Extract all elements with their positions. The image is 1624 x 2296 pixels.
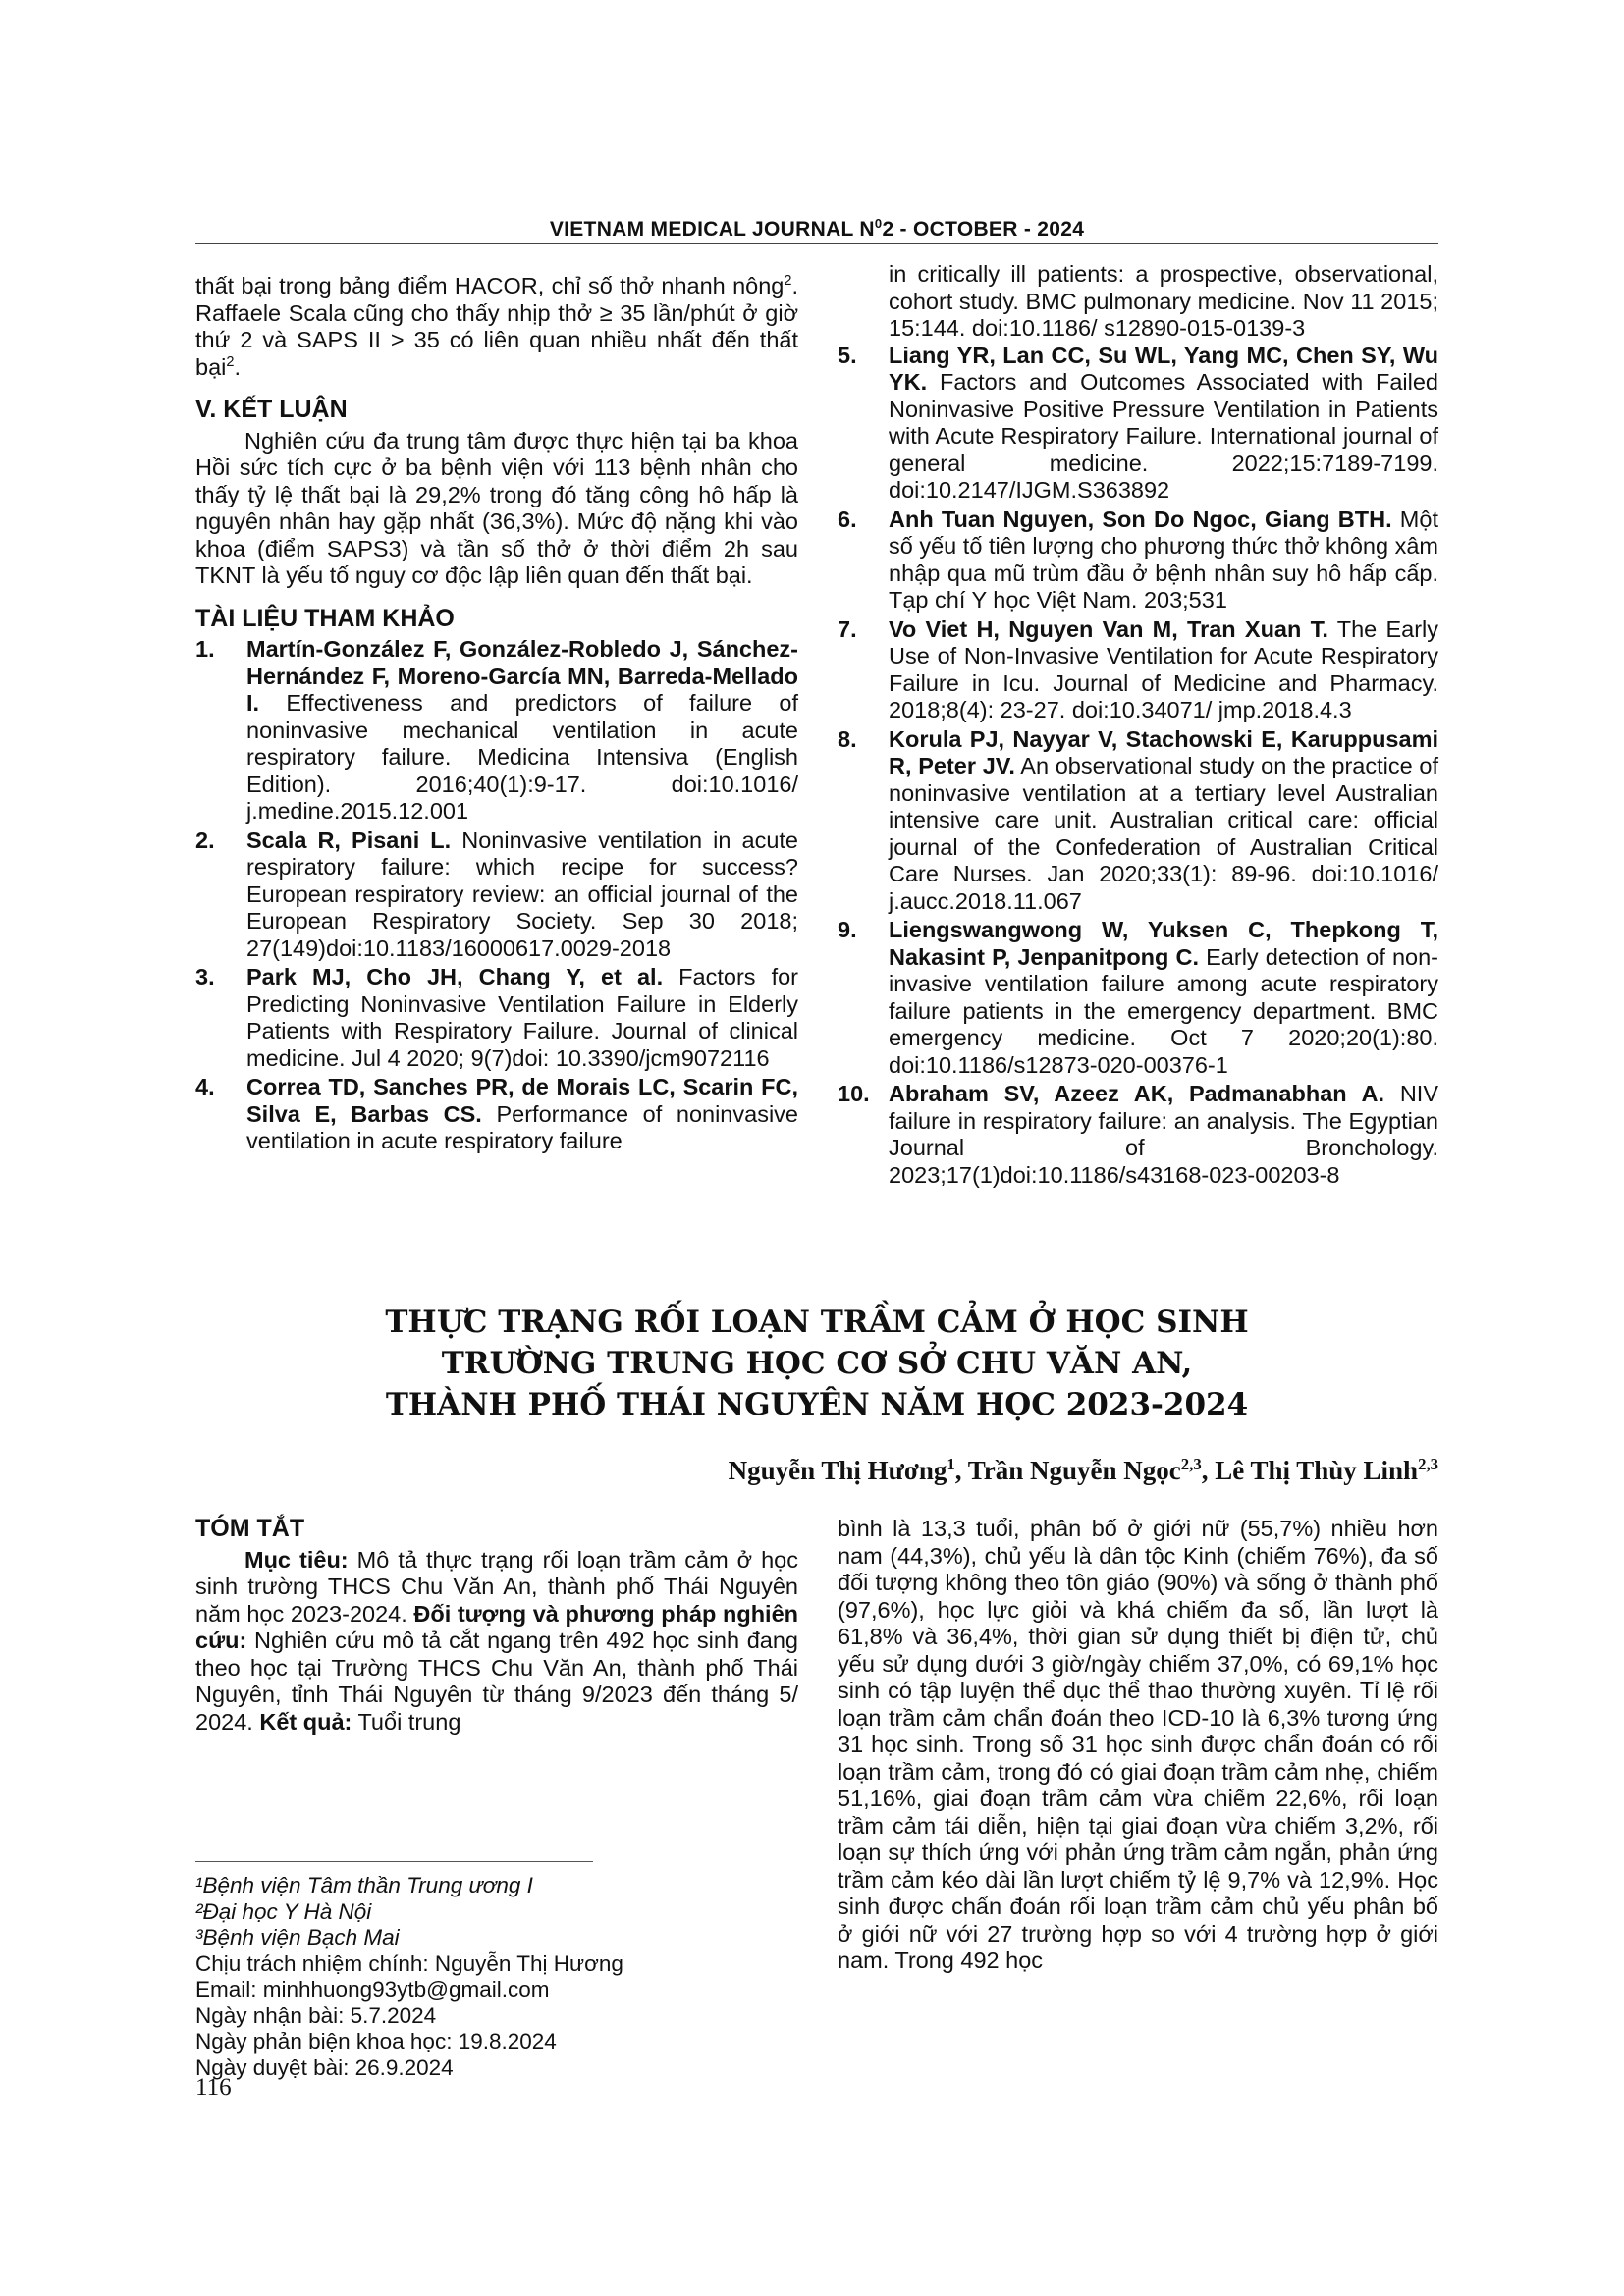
author-name: Nguyễn Thị Hương xyxy=(728,1456,947,1485)
conclusion-paragraph: Nghiên cứu đa trung tâm được thực hiện tại ba khoa Hồi sức tích cực ở ba bệnh viện với 113 bệnh nhân cho thấy tỷ lệ thất bại là 29,2% trong đó tăng công hô hấp là nguyên nhân hay gặp nhất (36,3%). Mức độ nặng khi vào khoa (điểm SAPS3) và tần số thở ở thời điểm 2h sau TKNT là yếu tố nguy cơ độc lập liên quan đến thất bại. xyxy=(195,427,798,588)
affiliation-note: ¹Bệnh viện Tâm thần Trung ương I xyxy=(195,1873,533,1897)
author-separator: , xyxy=(1201,1456,1216,1485)
reference-authors: Liengswangwong W, Yuksen C, Thepkong T, Nakasint P, Jenpanitpong C. xyxy=(889,917,1438,970)
reference-item xyxy=(838,917,1438,1079)
reference-text: Factors for Predicting Noninvasive Ventilation Failure in Elderly Patients with Respiratory Failure. Journal of clinical medicine. Jul 4 2020; 9(7)doi: 10.3390/jcm9072116 xyxy=(246,964,798,1071)
reference-text: An observational study on the practice of noninvasive ventilation at a tertiary level Australian intensive care unit. Australian critical care: official journal of the Confederation of Australian Critical Care Nurses. Jan 2020;33(1): 89-96. doi:10.1016/ j.aucc.2018.11.067 xyxy=(889,753,1438,914)
reference-authors: Abraham SV, Azeez AK, Padmanabhan A. xyxy=(889,1081,1385,1106)
discussion-paragraph xyxy=(195,273,798,381)
reference-authors: Vo Viet H, Nguyen Van M, Tran Xuan T. xyxy=(889,615,1328,642)
citation-sup: 2 xyxy=(226,353,235,370)
citation-sup: 2 xyxy=(784,273,792,290)
discussion-text-2: . Raffaele Scala cũng cho thấy nhịp thở ≥ 35 lần/phút ở giờ thứ 2 và SAPS II > 35 có liên quan nhiều nhất đến thất bại xyxy=(195,273,798,380)
conclusion-heading: V. KẾT LUẬN xyxy=(195,396,348,423)
reference-authors: Correa TD, Sanches PR, de Morais LC, Scarin FC, Silva E, Barbas CS. xyxy=(246,1074,798,1127)
journal-header xyxy=(195,218,1438,241)
reference-authors: Liang YR, Lan CC, Su WL, Yang MC, Chen SY, Wu YK. xyxy=(889,342,1438,395)
reference-item xyxy=(195,1074,798,1155)
date-received: Ngày nhận bài: 5.7.2024 xyxy=(195,2002,437,2028)
author-name: Trần Nguyễn Ngọc xyxy=(967,1456,1181,1485)
reference-text: Noninvasive ventilation in acute respiratory failure: which recipe for success? European respiratory review: an official journal of the European Respiratory Society. Sep 30 2018; 27(149)doi:10.1183/16000617.0029-2018 xyxy=(246,827,799,961)
reference-authors: Korula PJ, Nayyar V, Stachowski E, Karuppusami R, Peter JV. xyxy=(889,725,1438,778)
corresponding-email: Email: minhhuong93ytb@gmail.com xyxy=(195,1977,550,2002)
footnote-divider xyxy=(195,1861,593,1862)
footnotes xyxy=(195,1873,798,2081)
article-title-line: THỰC TRẠNG RỐI LOẠN TRẦM CẢM Ở HỌC SINH xyxy=(385,1305,1249,1340)
discussion-text-1: thất bại trong bảng điểm HACOR, chỉ số thở nhanh nông xyxy=(195,273,785,298)
page-number: 116 xyxy=(195,2074,232,2101)
journal-number-sup: 0 xyxy=(874,216,883,231)
abstract-results-continuation: bình là 13,3 tuổi, phân bố ở giới nữ (55,7%) nhiều hơn nam (44,3%), chủ yếu là dân tộc Kinh (chiếm 76%), đa số đối tượng không theo tôn giáo (90%) và sống ở thành phố (97,6%), học lực giỏi và khá chiếm đa số, lần lượt là 61,8% và 36,4%, thời gian sử dụng thiết bị điện tử, chủ yếu sử dụng dưới 3 giờ/ngày chiếm 37,0%, có 69,1% học sinh có tập luyện thể dục thể thao thường xuyên. Tỉ lệ rối loạn trầm cảm chẩn đoán theo ICD-10 là 6,3% tương ứng 31 học sinh. Trong số 31 học sinh được chẩn đoán có rối loạn trầm cảm, trong đó có giai đoạn trầm cảm nhẹ, chiếm 51,16%, giai đoạn trầm cảm vừa chiếm 22,6%, rối loạn trầm cảm tái diễn, hiện tại giai đoạn vừa chiếm 3,2%, rối loạn sự thích ứng với phản ứng trầm cảm ngắn, phản ứng trầm cảm kéo dài lần lượt chiếm tỷ lệ 9,7% và 12,9%. Học sinh được chẩn đoán rối loạn trầm cảm chủ yếu phân bố ở giới nữ với 27 trường hợp so với 4 trường hợp ở giới nam. Trong 492 học xyxy=(838,1516,1438,1973)
abstract-results-label: Kết quả: xyxy=(259,1708,352,1735)
reference-authors: Anh Tuan Nguyen, Son Do Ngoc, Giang BTH. xyxy=(889,506,1392,532)
reference-number: 7. xyxy=(838,615,857,642)
reference-number: 10. xyxy=(838,1081,870,1106)
abstract-right-column xyxy=(838,1516,1438,1975)
reference-continuation: in critically ill patients: a prospective, observational, cohort study. BMC pulmonary medicine. Nov 11 2015; 15:144. doi:10.1186/ s12890-015-0139-3 xyxy=(889,261,1438,341)
affiliation-sup: 1 xyxy=(947,1455,955,1473)
reference-item xyxy=(838,726,1438,916)
reference-text: Performance of noninvasive ventilation in acute respiratory failure xyxy=(246,1100,798,1153)
date-reviewed: Ngày phản biện khoa học: 19.8.2024 xyxy=(195,2029,557,2054)
reference-number: 1. xyxy=(195,636,215,662)
article-title-line: THÀNH PHỐ THÁI NGUYÊN NĂM HỌC 2023-2024 xyxy=(385,1387,1249,1422)
reference-number: 9. xyxy=(838,917,857,942)
article-title xyxy=(195,1302,1438,1425)
journal-name: VIETNAM MEDICAL JOURNAL N xyxy=(549,218,875,240)
affiliation-note: ³Bệnh viện Bạch Mai xyxy=(195,1925,400,1949)
corresponding-author: Chịu trách nhiệm chính: Nguyễn Thị Hương xyxy=(195,1950,623,1976)
abstract-methods-text: Nghiên cứu mô tả cắt ngang trên 492 học sinh đang theo học tại Trường THCS Chu Văn An, thành phố Thái Nguyên, tỉnh Thái Nguyên từ tháng 9/2023 đến tháng 5/ 2024. xyxy=(195,1628,798,1735)
abstract-paragraph xyxy=(195,1547,798,1736)
reference-item xyxy=(195,964,798,1072)
reference-item xyxy=(838,616,1438,724)
abstract-objective-label: Mục tiêu: xyxy=(244,1546,349,1573)
abstract-left-column xyxy=(195,1516,798,1735)
reference-text: Effectiveness and predictors of failure of noninvasive mechanical ventilation in acute respiratory failure. Medicina Intensiva (English Edition). 2016;40(1):9-17. doi:10.1016/ j.medine.2015.12.001 xyxy=(246,690,798,824)
reference-text: Một số yếu tố tiên lượng cho phương thức thở không xâm nhập qua mũ trùm đầu ở bệnh nhân suy hô hấp cấp. Tạp chí Y học Việt Nam. 203;531 xyxy=(889,506,1438,613)
article-title-line: TRƯỜNG TRUNG HỌC CƠ SỞ CHU VĂN AN, xyxy=(441,1346,1193,1381)
reference-number: 5. xyxy=(838,342,857,368)
reference-item xyxy=(838,343,1438,505)
references-heading: TÀI LIỆU THAM KHẢO xyxy=(195,604,455,632)
abstract-heading: TÓM TẮT xyxy=(195,1515,305,1542)
journal-issue: 2 - OCTOBER - 2024 xyxy=(882,218,1085,240)
reference-authors: Park MJ, Cho JH, Chang Y, et al. xyxy=(246,964,664,989)
discussion-text-3: . xyxy=(234,353,242,380)
date-accepted: Ngày duyệt bài: 26.9.2024 xyxy=(195,2055,454,2080)
reference-item xyxy=(838,1081,1438,1189)
abstract-results-text: Tuổi trung xyxy=(352,1708,461,1735)
reference-number: 2. xyxy=(195,827,215,853)
reference-item xyxy=(195,828,798,963)
header-divider xyxy=(195,243,1438,244)
reference-number: 6. xyxy=(838,506,857,532)
abstract-methods-label: Đối tượng và phương pháp nghiên cứu: xyxy=(195,1600,798,1653)
abstract-objective-text: Mô tả thực trạng rối loạn trầm cảm ở học sinh trường THCS Chu Văn An, thành phố Thái Nguyên năm học 2023-2024. xyxy=(195,1546,799,1627)
reference-number: 4. xyxy=(195,1074,215,1099)
reference-item xyxy=(838,507,1438,614)
right-column-top xyxy=(838,261,1438,1189)
reference-number: 3. xyxy=(195,964,215,989)
affiliation-note: ²Đại học Y Hà Nội xyxy=(195,1898,372,1924)
affiliation-sup: 2,3 xyxy=(1418,1455,1438,1473)
reference-authors: Martín-González F, González-Robledo J, Sánchez-Hernández F, Moreno-García MN, Barreda-Mellado I. xyxy=(246,636,798,716)
reference-item xyxy=(195,636,798,826)
author-list xyxy=(729,1456,1438,1486)
reference-text: Early detection of non-invasive ventilation failure among acute respiratory failure patients in the emergency department. BMC emergency medicine. Oct 7 2020;20(1):80. doi:10.1186/s12873-020-00376-1 xyxy=(889,943,1438,1078)
reference-number: 8. xyxy=(838,725,857,752)
author-name: Lê Thị Thùy Linh xyxy=(1215,1456,1419,1485)
affiliation-sup: 2,3 xyxy=(1180,1455,1202,1473)
author-separator: , xyxy=(954,1456,968,1485)
reference-text: NIV failure in respiratory failure: an analysis. The Egyptian Journal of Bronchology. 2023;17(1)doi:10.1186/s43168-023-00203-8 xyxy=(889,1081,1438,1188)
reference-authors: Scala R, Pisani L. xyxy=(246,827,452,853)
left-column-top xyxy=(195,273,798,1155)
reference-text: Factors and Outcomes Associated with Failed Noninvasive Positive Pressure Ventilation in Patients with Acute Respiratory Failure. International journal of general medicine. 2022;15:7189-7199. doi:10.2147/IJGM.S363892 xyxy=(889,369,1438,503)
reference-text: The Early Use of Non-Invasive Ventilation for Acute Respiratory Failure in Icu. Journal of Medicine and Pharmacy. 2018;8(4): 23-27. doi:10.34071/ jmp.2018.4.3 xyxy=(889,615,1438,722)
